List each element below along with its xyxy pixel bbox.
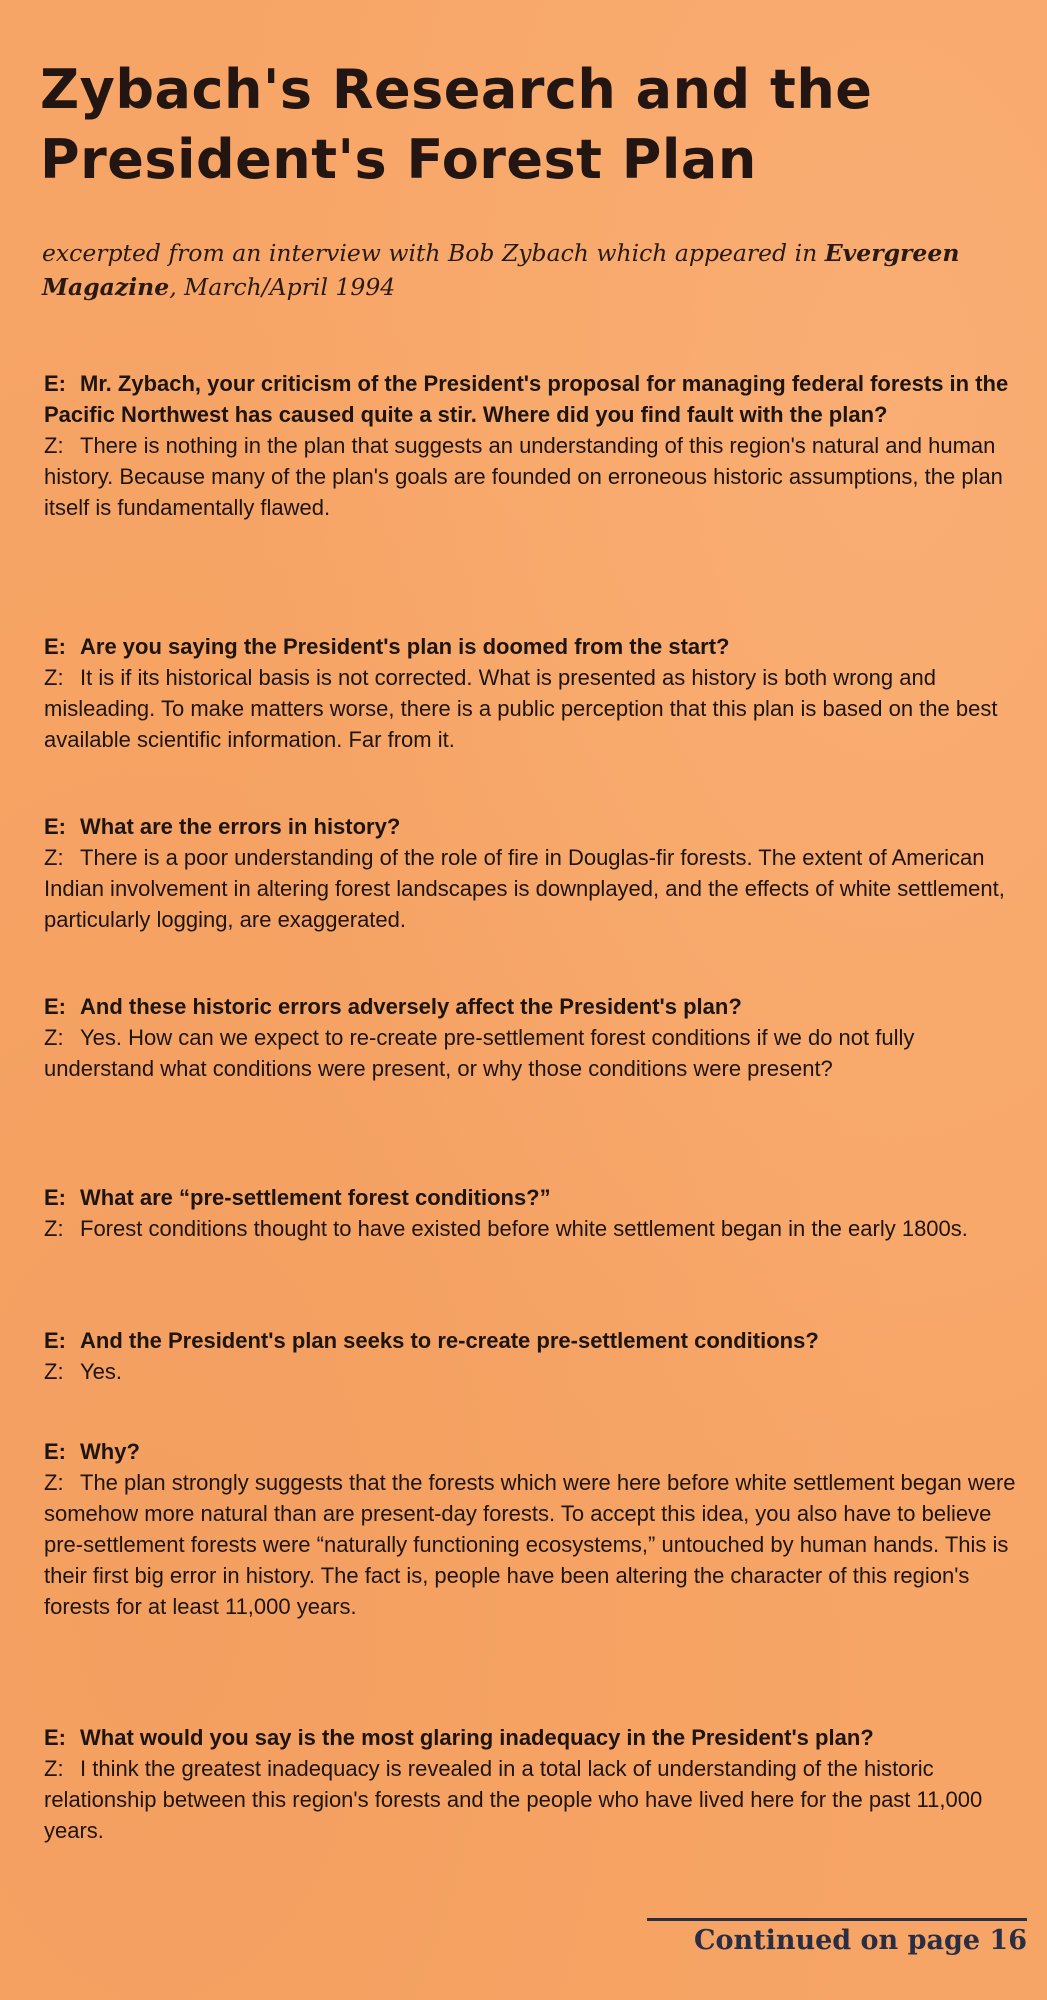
question (44, 1436, 1029, 1467)
answer-label: Z: (44, 1756, 64, 1781)
answer-text: There is nothing in the plan that suggests an understanding of this region's natural and human history. Because many of the plan's goals are founded on erroneous historic assumptions, the plan itself is fundamentally flawed. (44, 433, 1003, 520)
answer (44, 430, 1029, 523)
answer (44, 662, 1029, 755)
answer (44, 1356, 1029, 1387)
qa-block-5 (44, 1182, 1029, 1244)
question (44, 1325, 1029, 1356)
question-label: E: (44, 371, 66, 396)
answer-label: Z: (44, 845, 64, 870)
question (44, 631, 1029, 662)
question-label: E: (44, 1439, 66, 1464)
answer (44, 1213, 1029, 1244)
question (44, 368, 1029, 430)
qa-block-1 (44, 368, 1029, 523)
question-label: E: (44, 994, 66, 1019)
answer-label: Z: (44, 433, 64, 458)
question (44, 1722, 1029, 1753)
answer-text: I think the greatest inadequacy is revealed in a total lack of understanding of the historic relationship between this region's forests and the people who have lived here for the past 11,000 years. (44, 1756, 983, 1843)
question-label: E: (44, 1725, 66, 1750)
qa-block-6 (44, 1325, 1029, 1387)
answer-label: Z: (44, 1470, 64, 1495)
answer-label: Z: (44, 1359, 64, 1384)
question-text: Are you saying the President's plan is doomed from the start? (80, 634, 730, 659)
qa-block-3 (44, 811, 1029, 935)
answer (44, 1022, 1029, 1084)
answer-label: Z: (44, 1216, 64, 1241)
answer-label: Z: (44, 665, 64, 690)
answer-text: Forest conditions thought to have existed before white settlement began in the early 1800s. (80, 1216, 968, 1241)
answer-text: It is if its historical basis is not corrected. What is presented as history is both wrong and misleading. To make matters worse, there is a public perception that this plan is based on the best available scientific information. Far from it. (44, 665, 998, 752)
continued-on-page: Continued on page 16 (647, 1918, 1027, 1959)
qa-block-8 (44, 1722, 1029, 1846)
answer-text: Yes. (80, 1359, 123, 1384)
question-text: Mr. Zybach, your criticism of the President's proposal for managing federal forests in the Pacific Northwest has caused quite a stir. Where did you find fault with the plan? (44, 371, 1009, 427)
question-text: Why? (80, 1439, 140, 1464)
subtitle-intro: excerpted from an interview with Bob Zybach which appeared in (42, 239, 825, 267)
answer-text: There is a poor understanding of the role of fire in Douglas-fir forests. The extent of American Indian involvement in altering forest landscapes is downplayed, and the effects of white settlement, particularly logging, are exaggerated. (44, 845, 1005, 932)
question-label: E: (44, 1185, 66, 1210)
question (44, 991, 1029, 1022)
qa-block-4 (44, 991, 1029, 1084)
question (44, 811, 1029, 842)
answer (44, 1467, 1029, 1622)
answer-text: Yes. How can we expect to re-create pre-settlement forest conditions if we do not fully understand what conditions were present, or why those conditions were present? (44, 1025, 915, 1081)
subtitle-magazine: Evergreen Magazine (42, 239, 960, 301)
article-subtitle (42, 236, 1002, 304)
qa-block-2 (44, 631, 1029, 755)
question-text: And the President's plan seeks to re-create pre-settlement conditions? (80, 1328, 819, 1353)
question-text: What would you say is the most glaring inadequacy in the President's plan? (80, 1725, 874, 1750)
answer (44, 1753, 1029, 1846)
article-title (40, 55, 1000, 195)
title-line-1: Zybach's Research and the (40, 58, 873, 121)
question-label: E: (44, 634, 66, 659)
answer (44, 842, 1029, 935)
title-line-2: President's Forest Plan (40, 128, 757, 191)
answer-text: The plan strongly suggests that the forests which were here before white settlement began were somehow more natural than are present-day forests. To accept this idea, you also have to believe pre-settlement forests were “naturally functioning ecosystems,” untouched by human hands. This is their first big error in history. The fact is, people have been altering the character of this region's forests for at least 11,000 years. (44, 1470, 1016, 1619)
question-text: And these historic errors adversely affect the President's plan? (80, 994, 742, 1019)
answer-label: Z: (44, 1025, 64, 1050)
question-label: E: (44, 814, 66, 839)
question-label: E: (44, 1328, 66, 1353)
question (44, 1182, 1029, 1213)
question-text: What are “pre-settlement forest conditions?” (80, 1185, 551, 1210)
qa-block-7 (44, 1436, 1029, 1622)
subtitle-date: , March/April 1994 (169, 273, 396, 301)
question-text: What are the errors in history? (80, 814, 401, 839)
